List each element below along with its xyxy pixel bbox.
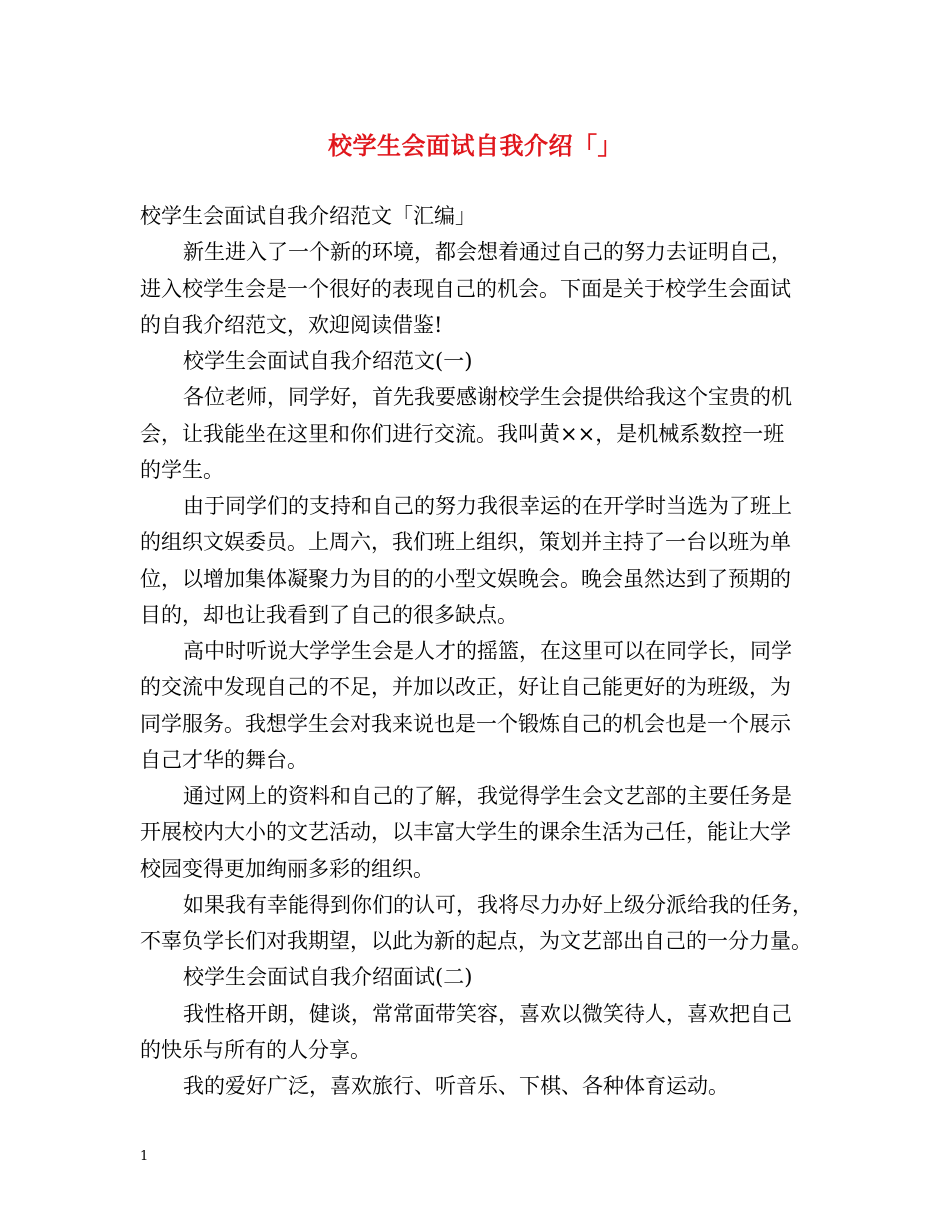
paragraph-line: 通过网上的资料和自己的了解，我觉得学生会文艺部的主要任务是 bbox=[183, 784, 792, 808]
paragraph-line: 自己才华的舞台。 bbox=[140, 747, 308, 772]
paragraph-line: 的组织文娱委员。上周六，我们班上组织，策划并主持了一台以班为单 bbox=[140, 530, 791, 555]
subtitle-line: 校学生会面试自我介绍范文「汇编」 bbox=[140, 204, 476, 228]
section-heading: 校学生会面试自我介绍面试(二) bbox=[183, 965, 473, 990]
paragraph-line: 位，以增加集体凝聚力为目的的小型文娱晚会。晚会虽然达到了预期的 bbox=[140, 566, 791, 591]
paragraph-line: 开展校内大小的文艺活动，以丰富大学生的课余生活为己任，能让大学 bbox=[140, 820, 791, 845]
paragraph-line: 的自我介绍范文，欢迎阅读借鉴! bbox=[140, 312, 443, 337]
paragraph-line: 如果我有幸能得到你们的认可，我将尽力办好上级分派给我的任务， bbox=[183, 892, 813, 917]
paragraph-line: 由于同学们的支持和自己的努力我很幸运的在开学时当选为了班上 bbox=[183, 494, 792, 518]
paragraph-line: 会，让我能坐在这里和你们进行交流。我叫黄××，是机械系数控一班 bbox=[140, 421, 785, 446]
paragraph-line: 我的爱好广泛，喜欢旅行、听音乐、下棋、各种体育运动。 bbox=[183, 1074, 729, 1098]
paragraph-line: 进入校学生会是一个很好的表现自己的机会。下面是关于校学生会面试 bbox=[140, 276, 791, 301]
paragraph-line: 我性格开朗，健谈，常常面带笑容，喜欢以微笑待人，喜欢把自己 bbox=[183, 1001, 792, 1026]
paragraph-line: 目的，却也让我看到了自己的很多缺点。 bbox=[140, 602, 518, 627]
paragraph-line: 新生进入了一个新的环境，都会想着通过自己的努力去证明自己， bbox=[183, 240, 792, 265]
document-title: 校学生会面试自我介绍「」 bbox=[328, 131, 622, 160]
paragraph-line: 不辜负学长们对我期望，以此为新的起点，为文艺部出自己的一分力量。 bbox=[140, 929, 812, 953]
paragraph-line: 校园变得更加绚丽多彩的组织。 bbox=[140, 856, 434, 881]
paragraph-line: 的学生。 bbox=[140, 457, 224, 482]
paragraph-line: 高中时听说大学学生会是人才的摇篮，在这里可以在同学长，同学 bbox=[183, 639, 792, 663]
document-body bbox=[140, 198, 820, 1104]
paragraph-line: 的快乐与所有的人分享。 bbox=[140, 1037, 371, 1062]
paragraph-line: 各位老师，同学好，首先我要感谢校学生会提供给我这个宝贵的机 bbox=[183, 385, 792, 410]
page-number: 1 bbox=[140, 1149, 149, 1164]
section-heading: 校学生会面试自我介绍范文(一) bbox=[183, 349, 473, 373]
paragraph-line: 的交流中发现自己的不足，并加以改正，好让自己能更好的为班级，为 bbox=[140, 675, 791, 700]
paragraph-line: 同学服务。我想学生会对我来说也是一个锻炼自己的机会也是一个展示 bbox=[140, 711, 791, 736]
